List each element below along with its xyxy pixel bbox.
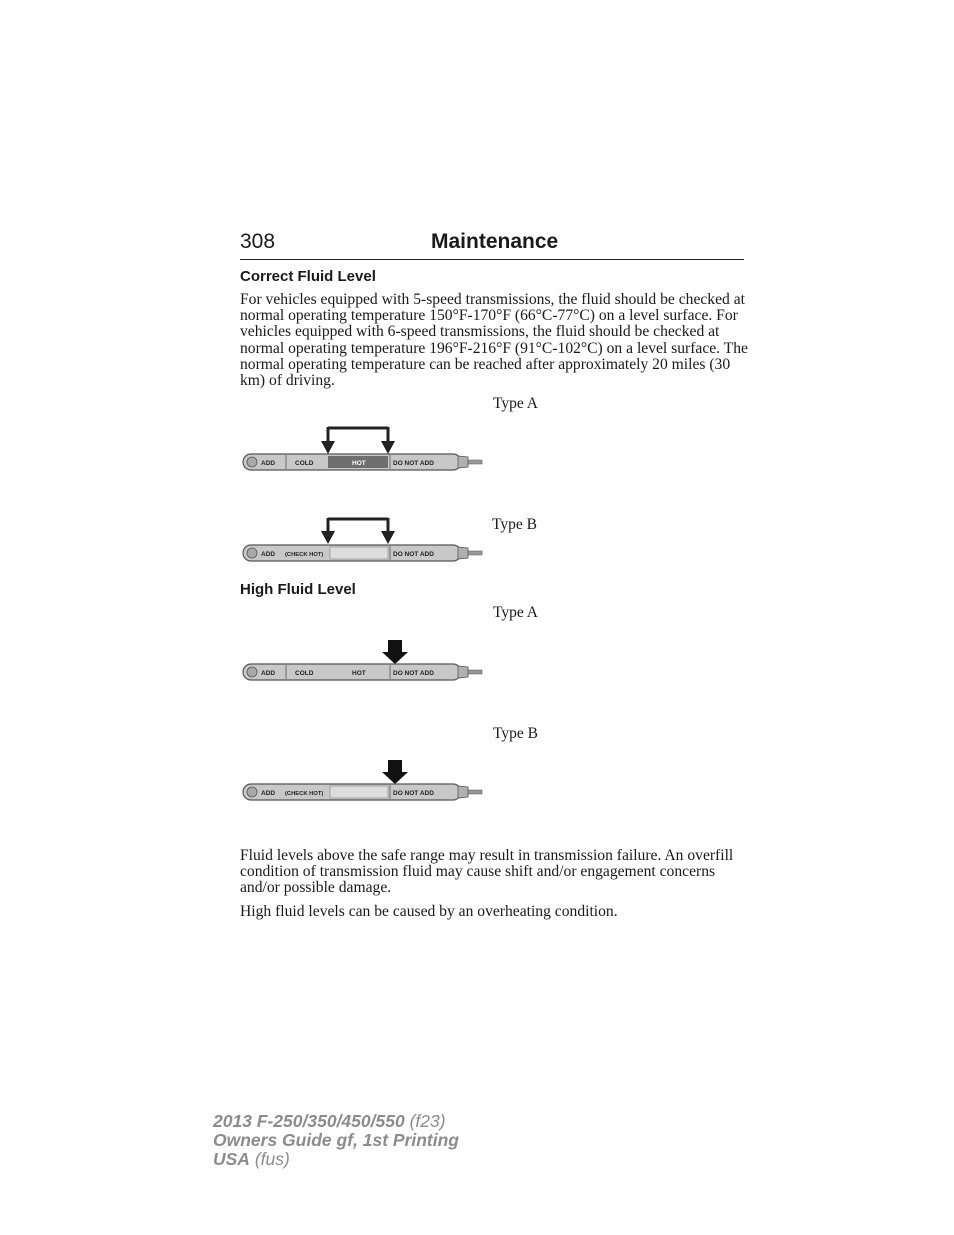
footer-model-code: (f23) [404,1111,446,1131]
overfill-warning-paragraph: Fluid levels above the safe range may result in transmission failure. An overfill condition of transmission fluid may cause shift and/or engagement concerns and/or possible damage. [240,847,734,897]
check-hot-label: (CHECK HOT) [285,791,324,797]
header-rule [240,259,744,260]
dipstick-correct-type-a [240,420,485,480]
page-title: Maintenance [431,230,559,253]
crosshatch-zone [330,786,388,798]
dipstick-cable [468,790,482,794]
type-b-label: Type B [493,725,538,742]
dipstick-high-type-b [240,752,485,812]
footer-guide-line: Owners Guide gf, 1st Printing [213,1130,459,1150]
footer-model: 2013 F-250/350/450/550 [213,1111,405,1131]
dipstick-high-type-a [240,632,485,692]
footer-region: USA [213,1149,250,1169]
down-arrow-icon [382,640,408,664]
dipstick-cable [468,670,482,674]
type-a-label: Type A [493,604,538,621]
footer-region-code: (fus) [249,1149,290,1169]
cold-label: COLD [295,670,314,677]
add-label: ADD [261,460,276,467]
section-heading-high-fluid-level: High Fluid Level [240,581,356,598]
hot-label: HOT [352,670,366,677]
max-arrow-icon [381,531,395,544]
do-not-add-label: DO NOT ADD [393,790,434,797]
type-a-label: Type A [493,395,538,412]
down-arrow-icon [382,760,408,784]
footer-model-line [213,1112,446,1132]
dipstick-cable [468,460,482,464]
do-not-add-label: DO NOT ADD [393,551,434,558]
page-number: 308 [240,230,276,253]
add-label: ADD [261,551,276,558]
add-label: ADD [261,670,276,677]
min-arrow-icon [321,441,335,454]
add-label: ADD [261,790,276,797]
dipstick-correct-type-b [240,512,485,572]
do-not-add-label: DO NOT ADD [393,670,434,677]
overheating-paragraph: High fluid levels can be caused by an overheating condition. [240,903,618,920]
hot-label: HOT [352,460,366,467]
correct-fluid-paragraph: For vehicles equipped with 5-speed transmissions, the fluid should be checked at normal operating temperature 150°F-170°F (66°C-77°C) on a level surface. For vehicles equipped with 6-speed transmissions, the fluid should be checked at normal operating temperature 196°F-216°F (91°C-102°C) on a level surface. The normal operating temperature can be reached after approximately 20 miles (30 km) of driving. [240,291,748,390]
max-arrow-icon [381,441,395,454]
section-heading-correct-fluid-level: Correct Fluid Level [240,268,376,285]
dipstick-cable [468,551,482,555]
footer-region-line [213,1150,290,1170]
check-hot-label: (CHECK HOT) [285,552,324,558]
crosshatch-zone [330,547,388,559]
do-not-add-label: DO NOT ADD [393,460,434,467]
min-arrow-icon [321,531,335,544]
cold-label: COLD [295,460,314,467]
type-b-label: Type B [492,516,537,533]
